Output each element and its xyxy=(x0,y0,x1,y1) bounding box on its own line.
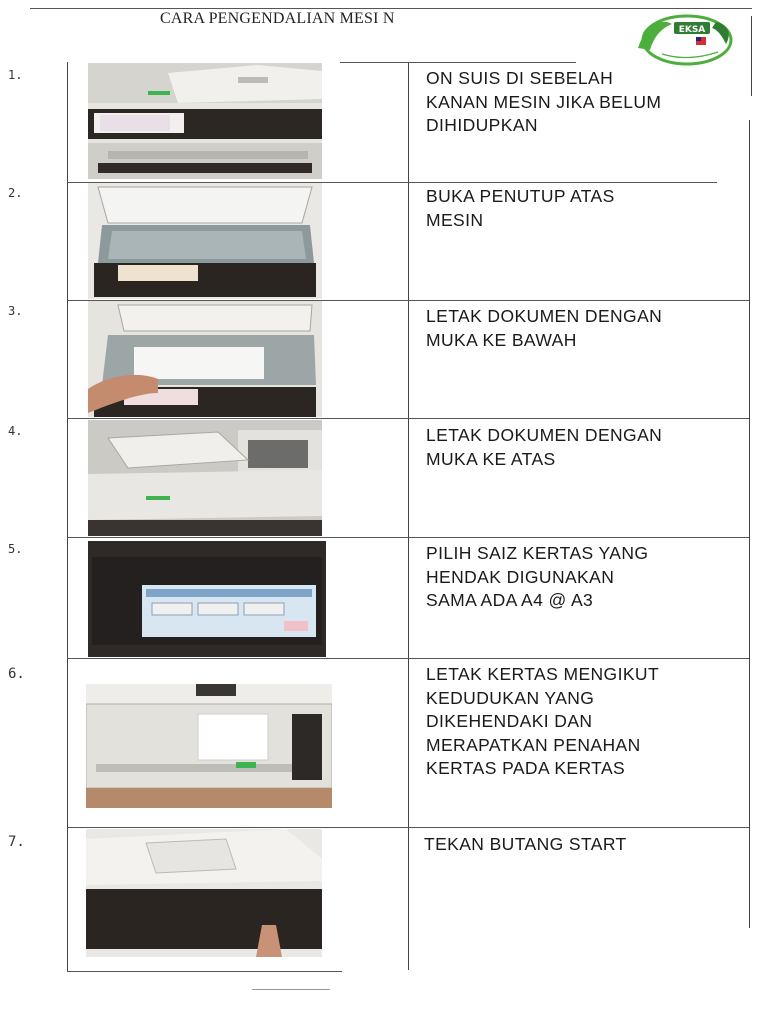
step-instruction: LETAK DOKUMEN DENGAN MUKA KE BAWAH xyxy=(426,306,663,350)
photo-paper-tray xyxy=(86,684,332,808)
step-instruction: TEKAN BUTANG START xyxy=(424,834,627,854)
left-border xyxy=(67,62,68,972)
document-title: CARA PENGENDALIAN MESI N xyxy=(160,10,395,27)
row-line-bottom xyxy=(67,971,342,972)
photo-machine-power-switch xyxy=(88,63,322,179)
eksa-logo xyxy=(632,10,736,68)
row-line-top xyxy=(340,62,576,63)
footer-rule xyxy=(252,989,330,990)
step-number: 7. xyxy=(8,834,25,850)
step-instruction: LETAK KERTAS MENGIKUT KEDUDUKAN YANG DIKEHENDAKI DAN MERAPATKAN PENAHAN KERTAS PADA KERTAS xyxy=(426,664,660,778)
step-number: 4. xyxy=(8,424,23,438)
photo-open-cover xyxy=(88,183,322,299)
photo-document-face-up xyxy=(88,420,322,536)
row-line-3 xyxy=(67,418,749,419)
photo-document-face-down xyxy=(88,301,322,417)
top-rule xyxy=(30,8,752,9)
step-instruction: LETAK DOKUMEN DENGAN MUKA KE ATAS xyxy=(426,425,663,469)
step-number: 3. xyxy=(8,304,23,318)
step-instruction: ON SUIS DI SEBELAH KANAN MESIN JIKA BELUM DIHIDUPKAN xyxy=(426,68,662,135)
step-instruction: PILIH SAIZ KERTAS YANG HENDAK DIGUNAKAN SAMA ADA A4 @ A3 xyxy=(426,543,649,610)
step-number: 6. xyxy=(8,666,25,682)
row-line-5 xyxy=(67,658,749,659)
row-line-6 xyxy=(67,827,749,828)
photo-start-button xyxy=(86,829,322,957)
logo-text: EKSA xyxy=(678,25,706,35)
step-number: 5. xyxy=(8,542,23,556)
step-number: 2. xyxy=(8,186,23,200)
right-border xyxy=(749,120,750,928)
step-number: 1. xyxy=(8,68,23,82)
column-divider xyxy=(408,62,409,970)
step-instruction: BUKA PENUTUP ATAS MESIN xyxy=(426,186,615,230)
row-line-4 xyxy=(67,537,749,538)
photo-touchscreen-paper-size xyxy=(88,541,326,657)
